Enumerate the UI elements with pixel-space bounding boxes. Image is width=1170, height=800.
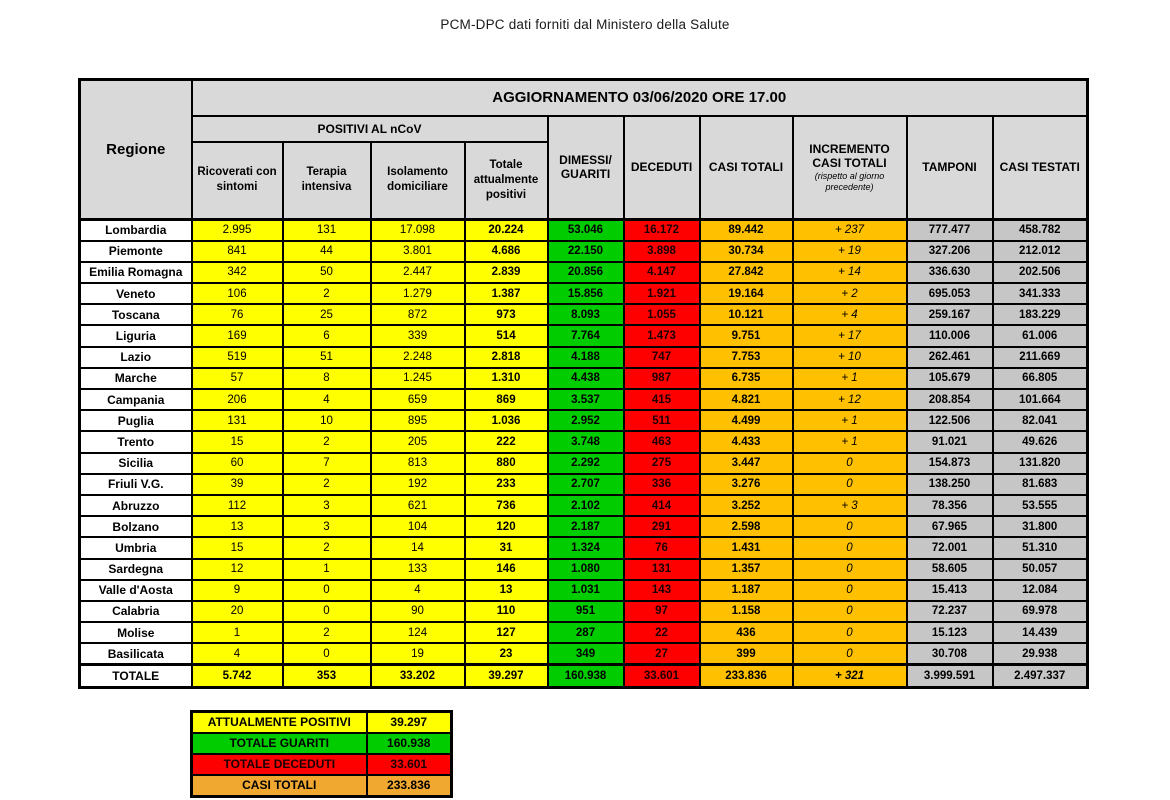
guariti-cell: 2.707 bbox=[548, 474, 624, 495]
terapia-cell: 25 bbox=[283, 304, 371, 325]
deceduti-cell: 4.147 bbox=[624, 262, 700, 283]
terapia-cell: 51 bbox=[283, 347, 371, 368]
table-row bbox=[80, 283, 1088, 304]
tamponi-cell: 15.123 bbox=[907, 622, 993, 643]
region-name-cell: Basilicata bbox=[80, 643, 192, 664]
incremento-cell: 0 bbox=[793, 559, 907, 580]
ricoverati-cell: 131 bbox=[192, 410, 283, 431]
tamponi-cell: 695.053 bbox=[907, 283, 993, 304]
isolamento-cell: 90 bbox=[371, 601, 465, 622]
guariti-cell: 2.187 bbox=[548, 516, 624, 537]
summary-value: 33.601 bbox=[367, 754, 452, 775]
casi-totali-cell: 233.836 bbox=[700, 664, 793, 687]
deceduti-cell: 143 bbox=[624, 580, 700, 601]
incremento-cell: + 10 bbox=[793, 347, 907, 368]
incremento-cell: 0 bbox=[793, 601, 907, 622]
deceduti-cell: 76 bbox=[624, 537, 700, 558]
ricoverati-cell: 2.995 bbox=[192, 220, 283, 241]
isolamento-cell: 872 bbox=[371, 304, 465, 325]
region-name-cell: Piemonte bbox=[80, 241, 192, 262]
summary-row bbox=[192, 712, 452, 733]
casi-totali-cell: 3.276 bbox=[700, 474, 793, 495]
casi-testati-cell: 66.805 bbox=[993, 368, 1088, 389]
terapia-cell: 2 bbox=[283, 431, 371, 452]
region-name-cell: Sardegna bbox=[80, 559, 192, 580]
isolamento-cell: 205 bbox=[371, 431, 465, 452]
summary-value: 160.938 bbox=[367, 733, 452, 754]
incremento-line2: CASI TOTALI bbox=[812, 156, 887, 171]
tamponi-cell: 327.206 bbox=[907, 241, 993, 262]
guariti-cell: 3.537 bbox=[548, 389, 624, 410]
tamponi-cell: 110.006 bbox=[907, 325, 993, 346]
ricoverati-cell: 206 bbox=[192, 389, 283, 410]
column-header-regione: Regione bbox=[80, 80, 192, 220]
summary-label: TOTALE GUARITI bbox=[192, 733, 367, 754]
terapia-cell: 2 bbox=[283, 283, 371, 304]
region-name-cell: Sicilia bbox=[80, 453, 192, 474]
region-name-cell: Emilia Romagna bbox=[80, 262, 192, 283]
incremento-cell: 0 bbox=[793, 516, 907, 537]
totale-positivi-cell: 869 bbox=[465, 389, 548, 410]
deceduti-cell: 414 bbox=[624, 495, 700, 516]
casi-testati-cell: 53.555 bbox=[993, 495, 1088, 516]
totale-positivi-cell: 20.224 bbox=[465, 220, 548, 241]
ricoverati-cell: 60 bbox=[192, 453, 283, 474]
totale-positivi-cell: 736 bbox=[465, 495, 548, 516]
column-header-casi-totali: CASI TOTALI bbox=[700, 116, 793, 220]
casi-totali-cell: 19.164 bbox=[700, 283, 793, 304]
totale-positivi-cell: 1.387 bbox=[465, 283, 548, 304]
terapia-cell: 4 bbox=[283, 389, 371, 410]
guariti-cell: 3.748 bbox=[548, 431, 624, 452]
deceduti-cell: 275 bbox=[624, 453, 700, 474]
ricoverati-cell: 20 bbox=[192, 601, 283, 622]
casi-totali-cell: 27.842 bbox=[700, 262, 793, 283]
deceduti-cell: 747 bbox=[624, 347, 700, 368]
region-name-cell: Liguria bbox=[80, 325, 192, 346]
guariti-cell: 1.031 bbox=[548, 580, 624, 601]
ricoverati-cell: 39 bbox=[192, 474, 283, 495]
isolamento-cell: 659 bbox=[371, 389, 465, 410]
incremento-line1: INCREMENTO bbox=[809, 142, 890, 157]
casi-totali-cell: 436 bbox=[700, 622, 793, 643]
guariti-cell: 53.046 bbox=[548, 220, 624, 241]
terapia-cell: 50 bbox=[283, 262, 371, 283]
incremento-cell: + 237 bbox=[793, 220, 907, 241]
table-row bbox=[80, 474, 1088, 495]
casi-testati-cell: 202.506 bbox=[993, 262, 1088, 283]
tamponi-cell: 72.001 bbox=[907, 537, 993, 558]
tamponi-cell: 105.679 bbox=[907, 368, 993, 389]
terapia-cell: 8 bbox=[283, 368, 371, 389]
deceduti-cell: 511 bbox=[624, 410, 700, 431]
casi-totali-cell: 1.158 bbox=[700, 601, 793, 622]
summary-label: TOTALE DECEDUTI bbox=[192, 754, 367, 775]
casi-testati-cell: 212.012 bbox=[993, 241, 1088, 262]
tamponi-cell: 67.965 bbox=[907, 516, 993, 537]
isolamento-cell: 133 bbox=[371, 559, 465, 580]
casi-totali-cell: 1.431 bbox=[700, 537, 793, 558]
column-header-dimessi-guariti: DIMESSI/ GUARITI bbox=[548, 116, 624, 220]
terapia-cell: 7 bbox=[283, 453, 371, 474]
tamponi-cell: 58.605 bbox=[907, 559, 993, 580]
casi-totali-cell: 4.433 bbox=[700, 431, 793, 452]
summary-value: 233.836 bbox=[367, 775, 452, 796]
deceduti-cell: 22 bbox=[624, 622, 700, 643]
casi-totali-cell: 30.734 bbox=[700, 241, 793, 262]
update-banner: AGGIORNAMENTO 03/06/2020 ORE 17.00 bbox=[192, 80, 1088, 116]
column-header-incremento bbox=[793, 116, 907, 220]
guariti-cell: 4.438 bbox=[548, 368, 624, 389]
tamponi-cell: 3.999.591 bbox=[907, 664, 993, 687]
isolamento-cell: 621 bbox=[371, 495, 465, 516]
terapia-cell: 0 bbox=[283, 601, 371, 622]
guariti-cell: 349 bbox=[548, 643, 624, 664]
table-row bbox=[80, 495, 1088, 516]
deceduti-cell: 1.921 bbox=[624, 283, 700, 304]
table-row bbox=[80, 643, 1088, 664]
ricoverati-cell: 342 bbox=[192, 262, 283, 283]
incremento-cell: 0 bbox=[793, 474, 907, 495]
terapia-cell: 6 bbox=[283, 325, 371, 346]
incremento-note: (rispetto al giorno precedente) bbox=[814, 171, 885, 192]
casi-testati-cell: 12.084 bbox=[993, 580, 1088, 601]
guariti-cell: 2.952 bbox=[548, 410, 624, 431]
terapia-cell: 131 bbox=[283, 220, 371, 241]
guariti-cell: 2.102 bbox=[548, 495, 624, 516]
column-header-isolamento: Isolamento domiciliare bbox=[371, 142, 465, 220]
table-row bbox=[80, 325, 1088, 346]
totale-positivi-cell: 233 bbox=[465, 474, 548, 495]
casi-testati-cell: 131.820 bbox=[993, 453, 1088, 474]
table-row bbox=[80, 410, 1088, 431]
casi-totali-cell: 399 bbox=[700, 643, 793, 664]
ricoverati-cell: 12 bbox=[192, 559, 283, 580]
tamponi-cell: 78.356 bbox=[907, 495, 993, 516]
deceduti-cell: 33.601 bbox=[624, 664, 700, 687]
terapia-cell: 0 bbox=[283, 580, 371, 601]
incremento-cell: + 1 bbox=[793, 431, 907, 452]
totale-positivi-cell: 4.686 bbox=[465, 241, 548, 262]
covid-regions-table bbox=[78, 78, 1089, 689]
region-name-cell: Puglia bbox=[80, 410, 192, 431]
casi-totali-cell: 89.442 bbox=[700, 220, 793, 241]
isolamento-cell: 2.248 bbox=[371, 347, 465, 368]
terapia-cell: 0 bbox=[283, 643, 371, 664]
column-header-casi-testati: CASI TESTATI bbox=[993, 116, 1088, 220]
ricoverati-cell: 106 bbox=[192, 283, 283, 304]
totale-positivi-cell: 127 bbox=[465, 622, 548, 643]
region-name-cell: Friuli V.G. bbox=[80, 474, 192, 495]
deceduti-cell: 415 bbox=[624, 389, 700, 410]
column-header-deceduti: DECEDUTI bbox=[624, 116, 700, 220]
guariti-cell: 20.856 bbox=[548, 262, 624, 283]
casi-testati-cell: 69.978 bbox=[993, 601, 1088, 622]
guariti-cell: 22.150 bbox=[548, 241, 624, 262]
casi-testati-cell: 81.683 bbox=[993, 474, 1088, 495]
terapia-cell: 44 bbox=[283, 241, 371, 262]
isolamento-cell: 3.801 bbox=[371, 241, 465, 262]
totale-positivi-cell: 110 bbox=[465, 601, 548, 622]
isolamento-cell: 1.245 bbox=[371, 368, 465, 389]
totale-positivi-cell: 1.036 bbox=[465, 410, 548, 431]
tamponi-cell: 138.250 bbox=[907, 474, 993, 495]
casi-totali-cell: 6.735 bbox=[700, 368, 793, 389]
table-row bbox=[80, 389, 1088, 410]
guariti-cell: 2.292 bbox=[548, 453, 624, 474]
casi-totali-cell: 7.753 bbox=[700, 347, 793, 368]
table-row bbox=[80, 453, 1088, 474]
tamponi-cell: 777.477 bbox=[907, 220, 993, 241]
deceduti-cell: 131 bbox=[624, 559, 700, 580]
casi-testati-cell: 458.782 bbox=[993, 220, 1088, 241]
tamponi-cell: 262.461 bbox=[907, 347, 993, 368]
column-header-tamponi: TAMPONI bbox=[907, 116, 993, 220]
summary-row bbox=[192, 775, 452, 796]
tamponi-cell: 336.630 bbox=[907, 262, 993, 283]
region-name-cell: Abruzzo bbox=[80, 495, 192, 516]
casi-testati-cell: 14.439 bbox=[993, 622, 1088, 643]
guariti-cell: 15.856 bbox=[548, 283, 624, 304]
casi-totali-cell: 9.751 bbox=[700, 325, 793, 346]
terapia-cell: 2 bbox=[283, 622, 371, 643]
page-title: PCM-DPC dati forniti dal Ministero della Salute bbox=[440, 17, 730, 32]
casi-testati-cell: 29.938 bbox=[993, 643, 1088, 664]
region-name-cell: Veneto bbox=[80, 283, 192, 304]
table-row bbox=[80, 516, 1088, 537]
table-row bbox=[80, 559, 1088, 580]
totale-positivi-cell: 2.839 bbox=[465, 262, 548, 283]
table-row bbox=[80, 368, 1088, 389]
incremento-cell: 0 bbox=[793, 622, 907, 643]
casi-testati-cell: 2.497.337 bbox=[993, 664, 1088, 687]
casi-testati-cell: 51.310 bbox=[993, 537, 1088, 558]
region-name-cell: Calabria bbox=[80, 601, 192, 622]
tamponi-cell: 208.854 bbox=[907, 389, 993, 410]
table-row bbox=[80, 220, 1088, 241]
deceduti-cell: 97 bbox=[624, 601, 700, 622]
deceduti-cell: 336 bbox=[624, 474, 700, 495]
casi-testati-cell: 49.626 bbox=[993, 431, 1088, 452]
deceduti-cell: 27 bbox=[624, 643, 700, 664]
guariti-cell: 8.093 bbox=[548, 304, 624, 325]
ricoverati-cell: 57 bbox=[192, 368, 283, 389]
terapia-cell: 3 bbox=[283, 495, 371, 516]
casi-totali-cell: 10.121 bbox=[700, 304, 793, 325]
total-row bbox=[80, 664, 1088, 687]
column-header-totale-positivi: Totale attualmente positivi bbox=[465, 142, 548, 220]
deceduti-cell: 1.473 bbox=[624, 325, 700, 346]
totale-positivi-cell: 39.297 bbox=[465, 664, 548, 687]
casi-testati-cell: 183.229 bbox=[993, 304, 1088, 325]
casi-testati-cell: 82.041 bbox=[993, 410, 1088, 431]
guariti-cell: 160.938 bbox=[548, 664, 624, 687]
ricoverati-cell: 4 bbox=[192, 643, 283, 664]
guariti-cell: 287 bbox=[548, 622, 624, 643]
incremento-cell: + 1 bbox=[793, 368, 907, 389]
isolamento-cell: 17.098 bbox=[371, 220, 465, 241]
region-name-cell: Umbria bbox=[80, 537, 192, 558]
tamponi-cell: 72.237 bbox=[907, 601, 993, 622]
deceduti-cell: 1.055 bbox=[624, 304, 700, 325]
isolamento-cell: 4 bbox=[371, 580, 465, 601]
casi-testati-cell: 101.664 bbox=[993, 389, 1088, 410]
casi-testati-cell: 50.057 bbox=[993, 559, 1088, 580]
ricoverati-cell: 519 bbox=[192, 347, 283, 368]
isolamento-cell: 2.447 bbox=[371, 262, 465, 283]
incremento-cell: + 1 bbox=[793, 410, 907, 431]
isolamento-cell: 124 bbox=[371, 622, 465, 643]
guariti-cell: 1.324 bbox=[548, 537, 624, 558]
tamponi-cell: 122.506 bbox=[907, 410, 993, 431]
deceduti-cell: 16.172 bbox=[624, 220, 700, 241]
guariti-cell: 7.764 bbox=[548, 325, 624, 346]
ricoverati-cell: 76 bbox=[192, 304, 283, 325]
totale-positivi-cell: 1.310 bbox=[465, 368, 548, 389]
casi-testati-cell: 211.669 bbox=[993, 347, 1088, 368]
totale-positivi-cell: 880 bbox=[465, 453, 548, 474]
totale-positivi-cell: 120 bbox=[465, 516, 548, 537]
isolamento-cell: 14 bbox=[371, 537, 465, 558]
casi-totali-cell: 4.821 bbox=[700, 389, 793, 410]
region-name-cell: Molise bbox=[80, 622, 192, 643]
summary-label: CASI TOTALI bbox=[192, 775, 367, 796]
region-name-cell: Trento bbox=[80, 431, 192, 452]
tamponi-cell: 91.021 bbox=[907, 431, 993, 452]
column-group-positivi: POSITIVI AL nCoV bbox=[192, 116, 548, 142]
incremento-cell: 0 bbox=[793, 643, 907, 664]
region-name-cell: Campania bbox=[80, 389, 192, 410]
ricoverati-cell: 169 bbox=[192, 325, 283, 346]
column-header-ricoverati: Ricoverati con sintomi bbox=[192, 142, 283, 220]
region-name-cell: TOTALE bbox=[80, 664, 192, 687]
region-name-cell: Toscana bbox=[80, 304, 192, 325]
incremento-cell: + 321 bbox=[793, 664, 907, 687]
incremento-cell: 0 bbox=[793, 453, 907, 474]
terapia-cell: 2 bbox=[283, 474, 371, 495]
tamponi-cell: 30.708 bbox=[907, 643, 993, 664]
casi-totali-cell: 2.598 bbox=[700, 516, 793, 537]
incremento-cell: + 12 bbox=[793, 389, 907, 410]
table-row bbox=[80, 431, 1088, 452]
incremento-cell: + 3 bbox=[793, 495, 907, 516]
casi-totali-cell: 4.499 bbox=[700, 410, 793, 431]
guariti-cell: 951 bbox=[548, 601, 624, 622]
region-name-cell: Marche bbox=[80, 368, 192, 389]
totale-positivi-cell: 23 bbox=[465, 643, 548, 664]
deceduti-cell: 3.898 bbox=[624, 241, 700, 262]
isolamento-cell: 192 bbox=[371, 474, 465, 495]
incremento-cell: 0 bbox=[793, 580, 907, 601]
column-header-terapia-intensiva: Terapia intensiva bbox=[283, 142, 371, 220]
totale-positivi-cell: 13 bbox=[465, 580, 548, 601]
totale-positivi-cell: 973 bbox=[465, 304, 548, 325]
tamponi-cell: 15.413 bbox=[907, 580, 993, 601]
table-row bbox=[80, 304, 1088, 325]
deceduti-cell: 291 bbox=[624, 516, 700, 537]
terapia-cell: 1 bbox=[283, 559, 371, 580]
totale-positivi-cell: 31 bbox=[465, 537, 548, 558]
terapia-cell: 2 bbox=[283, 537, 371, 558]
isolamento-cell: 19 bbox=[371, 643, 465, 664]
region-name-cell: Valle d'Aosta bbox=[80, 580, 192, 601]
region-name-cell: Lombardia bbox=[80, 220, 192, 241]
incremento-cell: + 2 bbox=[793, 283, 907, 304]
summary-row bbox=[192, 733, 452, 754]
casi-totali-cell: 3.252 bbox=[700, 495, 793, 516]
ricoverati-cell: 1 bbox=[192, 622, 283, 643]
table-row bbox=[80, 622, 1088, 643]
casi-testati-cell: 61.006 bbox=[993, 325, 1088, 346]
totale-positivi-cell: 222 bbox=[465, 431, 548, 452]
guariti-cell: 4.188 bbox=[548, 347, 624, 368]
table-row bbox=[80, 580, 1088, 601]
guariti-cell: 1.080 bbox=[548, 559, 624, 580]
totale-positivi-cell: 146 bbox=[465, 559, 548, 580]
tamponi-cell: 259.167 bbox=[907, 304, 993, 325]
ricoverati-cell: 841 bbox=[192, 241, 283, 262]
isolamento-cell: 339 bbox=[371, 325, 465, 346]
isolamento-cell: 104 bbox=[371, 516, 465, 537]
terapia-cell: 353 bbox=[283, 664, 371, 687]
tamponi-cell: 154.873 bbox=[907, 453, 993, 474]
incremento-cell: + 19 bbox=[793, 241, 907, 262]
casi-totali-cell: 1.357 bbox=[700, 559, 793, 580]
terapia-cell: 3 bbox=[283, 516, 371, 537]
isolamento-cell: 33.202 bbox=[371, 664, 465, 687]
deceduti-cell: 987 bbox=[624, 368, 700, 389]
ricoverati-cell: 15 bbox=[192, 431, 283, 452]
table-row bbox=[80, 241, 1088, 262]
table-row bbox=[80, 262, 1088, 283]
ricoverati-cell: 112 bbox=[192, 495, 283, 516]
ricoverati-cell: 13 bbox=[192, 516, 283, 537]
isolamento-cell: 895 bbox=[371, 410, 465, 431]
incremento-cell: + 4 bbox=[793, 304, 907, 325]
terapia-cell: 10 bbox=[283, 410, 371, 431]
region-name-cell: Bolzano bbox=[80, 516, 192, 537]
totale-positivi-cell: 2.818 bbox=[465, 347, 548, 368]
summary-row bbox=[192, 754, 452, 775]
summary-table bbox=[190, 710, 453, 798]
ricoverati-cell: 15 bbox=[192, 537, 283, 558]
incremento-cell: 0 bbox=[793, 537, 907, 558]
ricoverati-cell: 5.742 bbox=[192, 664, 283, 687]
ricoverati-cell: 9 bbox=[192, 580, 283, 601]
incremento-cell: + 17 bbox=[793, 325, 907, 346]
casi-testati-cell: 341.333 bbox=[993, 283, 1088, 304]
isolamento-cell: 813 bbox=[371, 453, 465, 474]
summary-value: 39.297 bbox=[367, 712, 452, 733]
casi-testati-cell: 31.800 bbox=[993, 516, 1088, 537]
deceduti-cell: 463 bbox=[624, 431, 700, 452]
casi-totali-cell: 3.447 bbox=[700, 453, 793, 474]
region-name-cell: Lazio bbox=[80, 347, 192, 368]
totale-positivi-cell: 514 bbox=[465, 325, 548, 346]
table-row bbox=[80, 601, 1088, 622]
summary-label: ATTUALMENTE POSITIVI bbox=[192, 712, 367, 733]
table-row bbox=[80, 347, 1088, 368]
isolamento-cell: 1.279 bbox=[371, 283, 465, 304]
table-row bbox=[80, 537, 1088, 558]
incremento-cell: + 14 bbox=[793, 262, 907, 283]
casi-totali-cell: 1.187 bbox=[700, 580, 793, 601]
